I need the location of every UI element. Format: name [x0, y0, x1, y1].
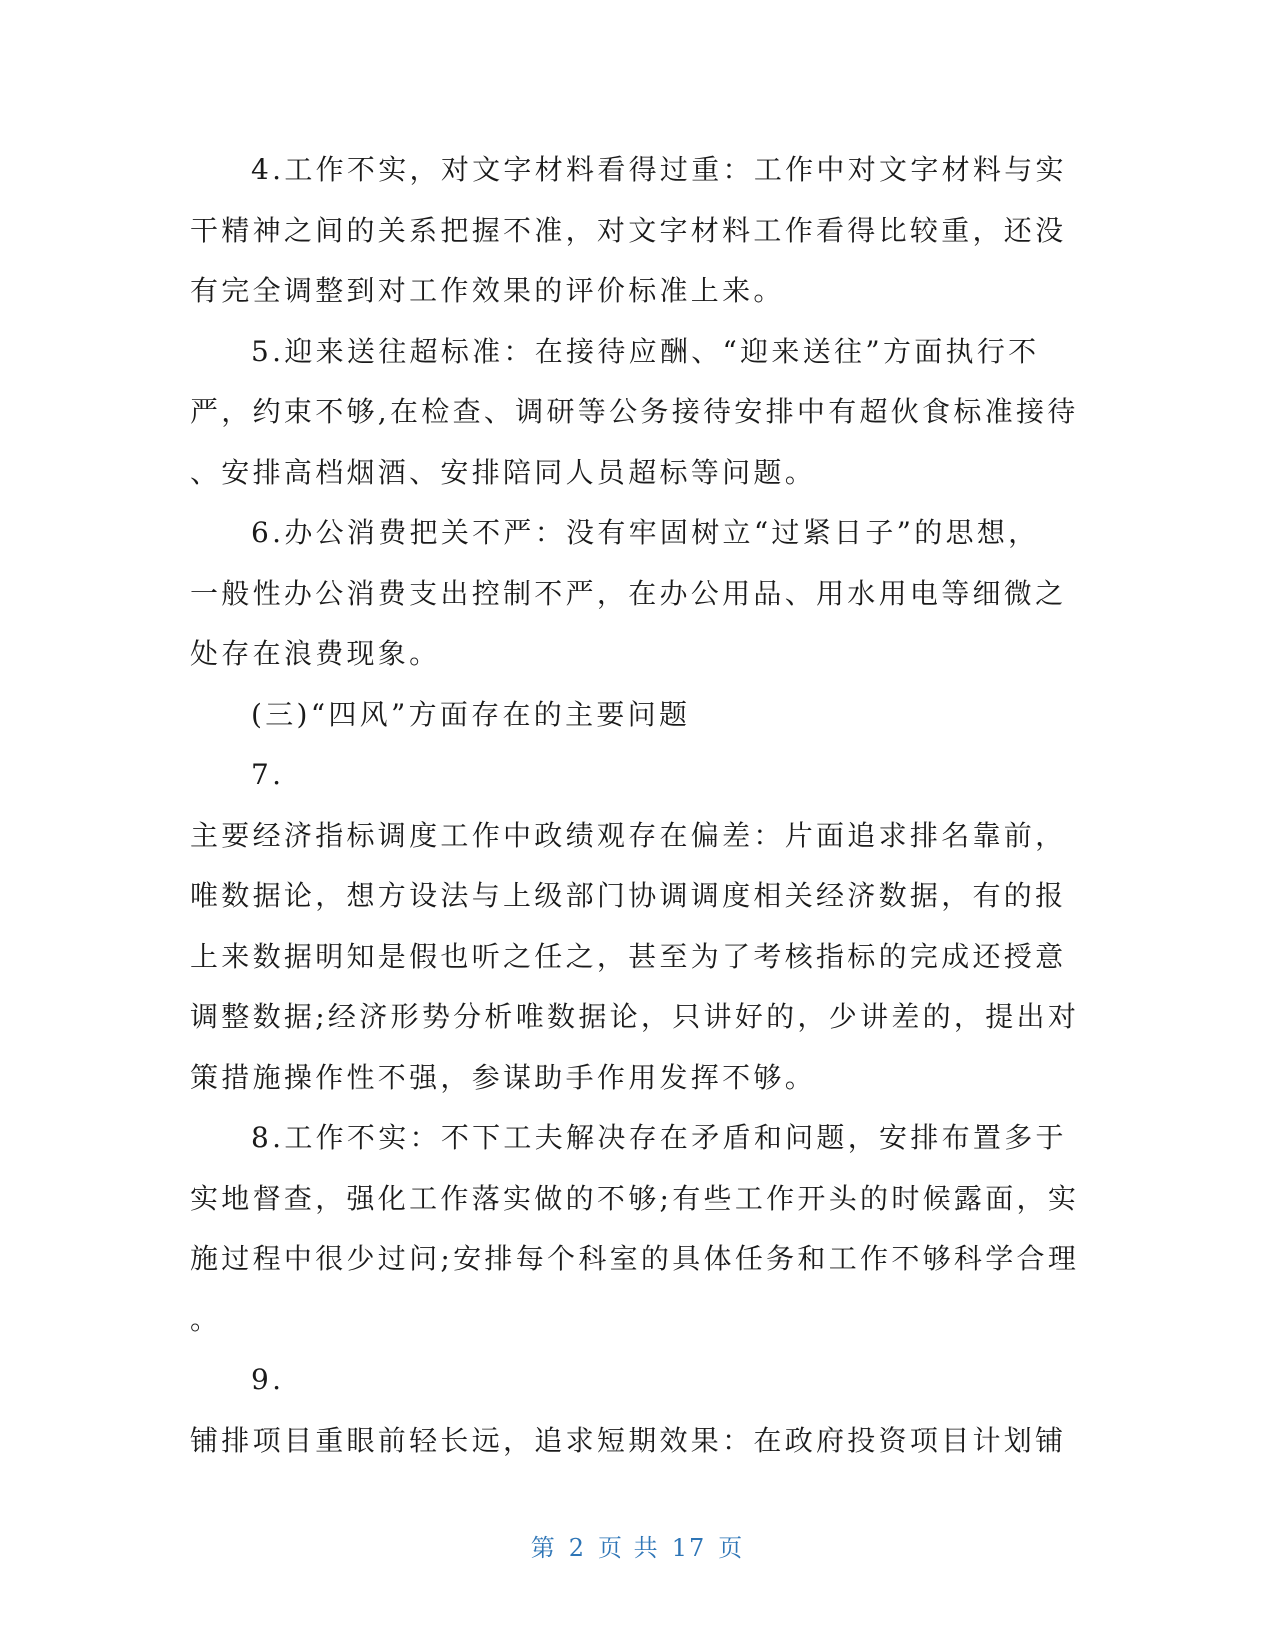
- text-line: 调整数据;经济形势分析唯数据论，只讲好的，少讲差的，提出对: [190, 1000, 1080, 1033]
- text-line: 唯数据论，想方设法与上级部门协调调度相关经济数据，有的报: [190, 879, 1067, 912]
- text-line: 严，约束不够,在检查、调研等公务接待安排中有超伙食标准接待: [190, 395, 1079, 428]
- footer-prefix: 第: [530, 1534, 557, 1562]
- text-line: 7.: [251, 758, 285, 791]
- text-line: 9.: [251, 1363, 285, 1396]
- text-line: 6.办公消费把关不严：没有牢固树立“过紧日子”的思想，: [251, 516, 1040, 549]
- text-line: 5.迎来送往超标准：在接待应酬、“迎来送往”方面执行不: [251, 334, 1040, 368]
- footer-middle: 页 共: [598, 1534, 660, 1562]
- text-line: 策措施操作性不强，参谋助手作用发挥不够。: [190, 1060, 817, 1094]
- text-line: 处存在浪费现象。: [190, 637, 441, 670]
- page-footer: [0, 1528, 1275, 1563]
- current-page-number: 2: [568, 1534, 587, 1562]
- text-line: 铺排项目重眼前轻长远，追求短期效果：在政府投资项目计划铺: [190, 1423, 1067, 1457]
- footer-suffix: 页: [718, 1534, 745, 1562]
- total-page-count: 17: [671, 1534, 707, 1562]
- text-line: 有完全调整到对工作效果的评价标准上来。: [190, 274, 785, 307]
- text-line: 8.工作不实：不下工夫解决存在矛盾和问题，安排布置多于: [251, 1121, 1067, 1154]
- text-line: 干精神之间的关系把握不准，对文字材料工作看得比较重，还没: [190, 213, 1067, 247]
- text-line: 4.工作不实，对文字材料看得过重：工作中对文字材料与实: [251, 153, 1067, 186]
- text-line: 。: [190, 1302, 222, 1336]
- text-line: (三)“四风”方面存在的主要问题: [251, 697, 691, 731]
- text-line: 、安排高档烟酒、安排陪同人员超标等问题。: [190, 455, 817, 489]
- text-line: 上来数据明知是假也听之任之，甚至为了考核指标的完成还授意: [190, 939, 1067, 973]
- text-line: 主要经济指标调度工作中政绩观存在偏差：片面追求排名靠前，: [190, 818, 1067, 852]
- text-line: 施过程中很少过问;安排每个科室的具体任务和工作不够科学合理: [190, 1242, 1080, 1275]
- document-body: [190, 140, 1085, 1471]
- text-line: 一般性办公消费支出控制不严，在办公用品、用水用电等细微之: [190, 576, 1067, 610]
- text-line: 实地督查，强化工作落实做的不够;有些工作开头的时候露面，实: [190, 1181, 1080, 1215]
